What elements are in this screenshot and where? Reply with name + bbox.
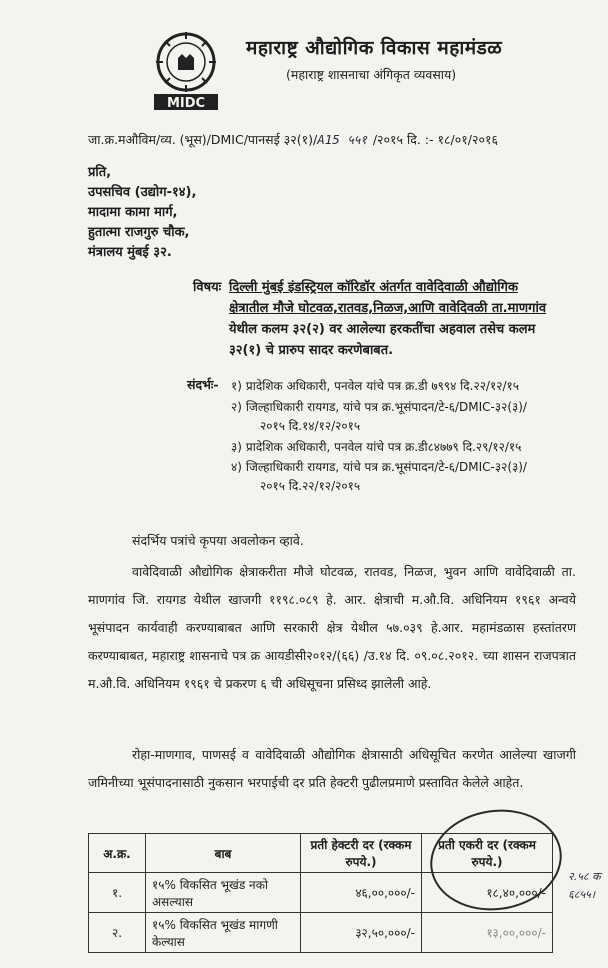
subject-line: येथील कलम ३२(२) वर आलेल्या हरकतींचा अहवाल तसेच कलम	[229, 322, 536, 337]
table-cell: १.	[89, 873, 146, 913]
table-cell: १५% विकसित भूखंड नको असल्यास	[146, 873, 301, 913]
margin-handwritten-note: २.५८ क ६८५५।	[568, 870, 601, 901]
org-subtitle: (महाराष्ट्र शासनाचा अंगिकृत व्यवसाय)	[286, 67, 457, 82]
reference-item: ३) प्रादेशिक अधिकारी, पनवेल यांचे पत्र क्र.डी८४७७९ दि.२९/१२/१५	[231, 440, 522, 454]
reference-item-continued: २०१५ दि.१४/१२/२०१५	[260, 419, 361, 433]
table-cell: १३,००,०००/-	[422, 913, 553, 953]
reference-handwritten-number: A15 ५५१	[317, 132, 367, 147]
table-cell: १५% विकसित भूखंड मागणी केल्यास	[146, 913, 301, 953]
table-row	[89, 913, 553, 953]
body-paragraph: वावेदिवाळी औद्योगिक क्षेत्राकरीता मौजे घोटवळ, रातवड, निळज, भुवन आणि वावेदिवाळी ता. माणगांव जि. रायगड येथील खाजगी ११९८.०८९ हे. आर. क्षेत्राची म.औ.वि. अधिनियम १९६१ अन्वये भूसंपादन कार्यवाही करण्याबाबत आणि सरकारी क्षेत्र येथील ५७.०३९ हे.आर. महामंडळास हस्तांतरण करण्याबाबत, महाराष्ट्र शासनाचे पत्र क्र आयडीसी२०१२/(६६) /उ.१४ दि. ०९.०८.२०१२. च्या शासन राजपत्रात म.औ.वि. अधिनियम १९६१ चे प्रकरण ६ ची अधिसूचना प्रसिध्द झालेली आहे.	[88, 564, 576, 691]
table-header: प्रती एकरी दर (रक्कम रुपये.)	[422, 834, 553, 873]
reference-item: ४) जिल्हाधिकारी रायगड, यांचे पत्र क्र.भूसंपादन/टे-६/DMIC-३२(३)/	[231, 460, 527, 474]
reference-item: २) जिल्हाधिकारी रायगड, यांचे पत्र क्र.भूसंपादन/टे-६/DMIC-३२(३)/	[231, 400, 527, 414]
reference-date: /२०१५ दि. :- १८/०१/२०१६	[372, 132, 498, 147]
table-cell: २.	[89, 913, 146, 953]
body-paragraph: रोहा-माणगाव, पाणसई व वावेदिवाळी औद्योगिक क्षेत्रासाठी अधिसूचित करणेत आलेल्या खाजगी जमिनीच्या भूसंपादनासाठी नुकसान भरपाईची दर प्रति हेक्टरी पुढीलप्रमाणे प्रस्तावित केलेले आहेत.	[88, 747, 576, 790]
table-header: प्रती हेक्टरी दर (रक्कम रुपये.)	[301, 834, 422, 873]
table-cell: ४६,००,०००/-	[301, 873, 422, 913]
org-name: महाराष्ट्र औद्योगिक विकास महामंडळ	[246, 37, 503, 59]
references-label: संदर्भः-	[187, 377, 219, 392]
addressee-line: हुतात्मा राजगुरु चौक,	[88, 225, 190, 240]
addressee-line: मंत्रालय मुंबई ३२.	[88, 245, 172, 260]
subject-line: क्षेत्रातील मौजे घोटवळ,रातवड,निळज,आणि वावेदिवळी ता.माणगांव	[229, 301, 547, 316]
subject-label: विषयः	[193, 280, 222, 295]
subject-line: दिल्ली मुंबई इंडस्ट्रियल कॉरिडॉर अंतर्गत वावेदिवाळी औद्योगिक	[229, 280, 518, 295]
addressee-line: उपसचिव (उद्योग-१४),	[88, 185, 197, 200]
addressee-line: मादामा कामा मार्ग,	[88, 205, 178, 220]
reference-item-continued: २०१५ दि.२२/१२/२०१५	[260, 479, 361, 493]
svg-text:MIDC: MIDC	[166, 96, 206, 111]
addressee-to: प्रति,	[88, 165, 112, 180]
subject-text	[229, 277, 559, 361]
subject-line: ३२(१) चे प्रारुप सादर करणेबाबत.	[229, 343, 394, 358]
body-paragraph: संदर्भिय पत्रांचे कृपया अवलोकन व्हावे.	[132, 533, 304, 548]
reference-prefix: जा.क्र.मऔविम/व्य. (भूस)/DMIC/पानसई ३२(१)/	[88, 132, 318, 147]
table-header: बाब	[146, 834, 301, 873]
reference-number-line	[88, 131, 498, 148]
reference-item: १) प्रादेशिक अधिकारी, पनवेल यांचे पत्र क्र.डी ७९९४ दि.२२/१२/१५	[231, 379, 519, 393]
table-cell: ३२,५०,०००/-	[301, 913, 422, 953]
table-cell: १८,४०,०००/-	[422, 873, 553, 913]
mdc-emblem-icon	[148, 30, 224, 114]
table-header: अ.क्र.	[89, 834, 146, 873]
